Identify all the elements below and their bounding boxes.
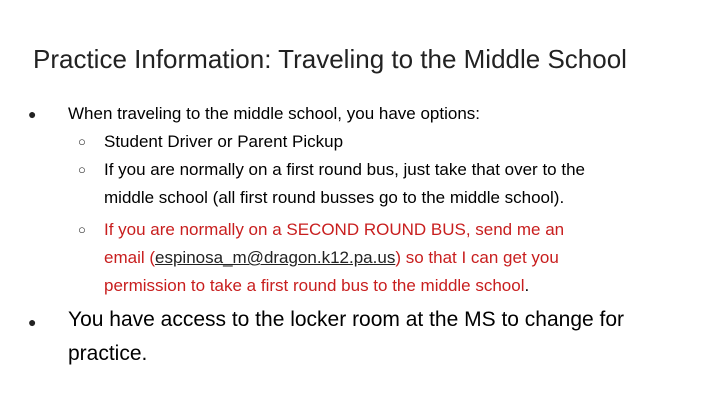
bullet-text: When traveling to the middle school, you have options:	[68, 104, 481, 123]
sub-bullet-marker: ○	[78, 134, 86, 149]
line3-period: .	[524, 276, 530, 295]
email-link[interactable]: espinosa_m@dragon.k12.pa.us	[155, 248, 396, 267]
email-prefix: email (	[104, 248, 156, 267]
sub-bullet-marker: ○	[78, 162, 86, 177]
sub-bullet-text: If you are normally on a first round bus, just take that over to the	[104, 160, 585, 179]
bullet-text: You have access to the locker room at the MS to change for	[68, 308, 625, 331]
bullet-text-continued: practice.	[68, 342, 148, 365]
slide-title: Practice Information: Traveling to the Middle School	[33, 44, 627, 74]
bullet-marker: ●	[28, 314, 37, 330]
sub-bullet-highlight-line3	[104, 275, 529, 297]
sub-bullet-text-continued: middle school (all first round busses go to the middle school).	[104, 188, 565, 207]
sub-bullet-highlight-text: If you are normally on a SECOND ROUND BUS, send me an	[104, 220, 565, 239]
sub-bullet-highlight-line2	[104, 247, 559, 269]
line3-text: permission to take a first round bus to the middle school	[104, 276, 525, 295]
sub-bullet-text: Student Driver or Parent Pickup	[104, 132, 344, 151]
bullet-marker: ●	[28, 106, 37, 122]
sub-bullet-marker: ○	[78, 222, 86, 237]
email-suffix: ) so that I can get you	[395, 248, 559, 267]
